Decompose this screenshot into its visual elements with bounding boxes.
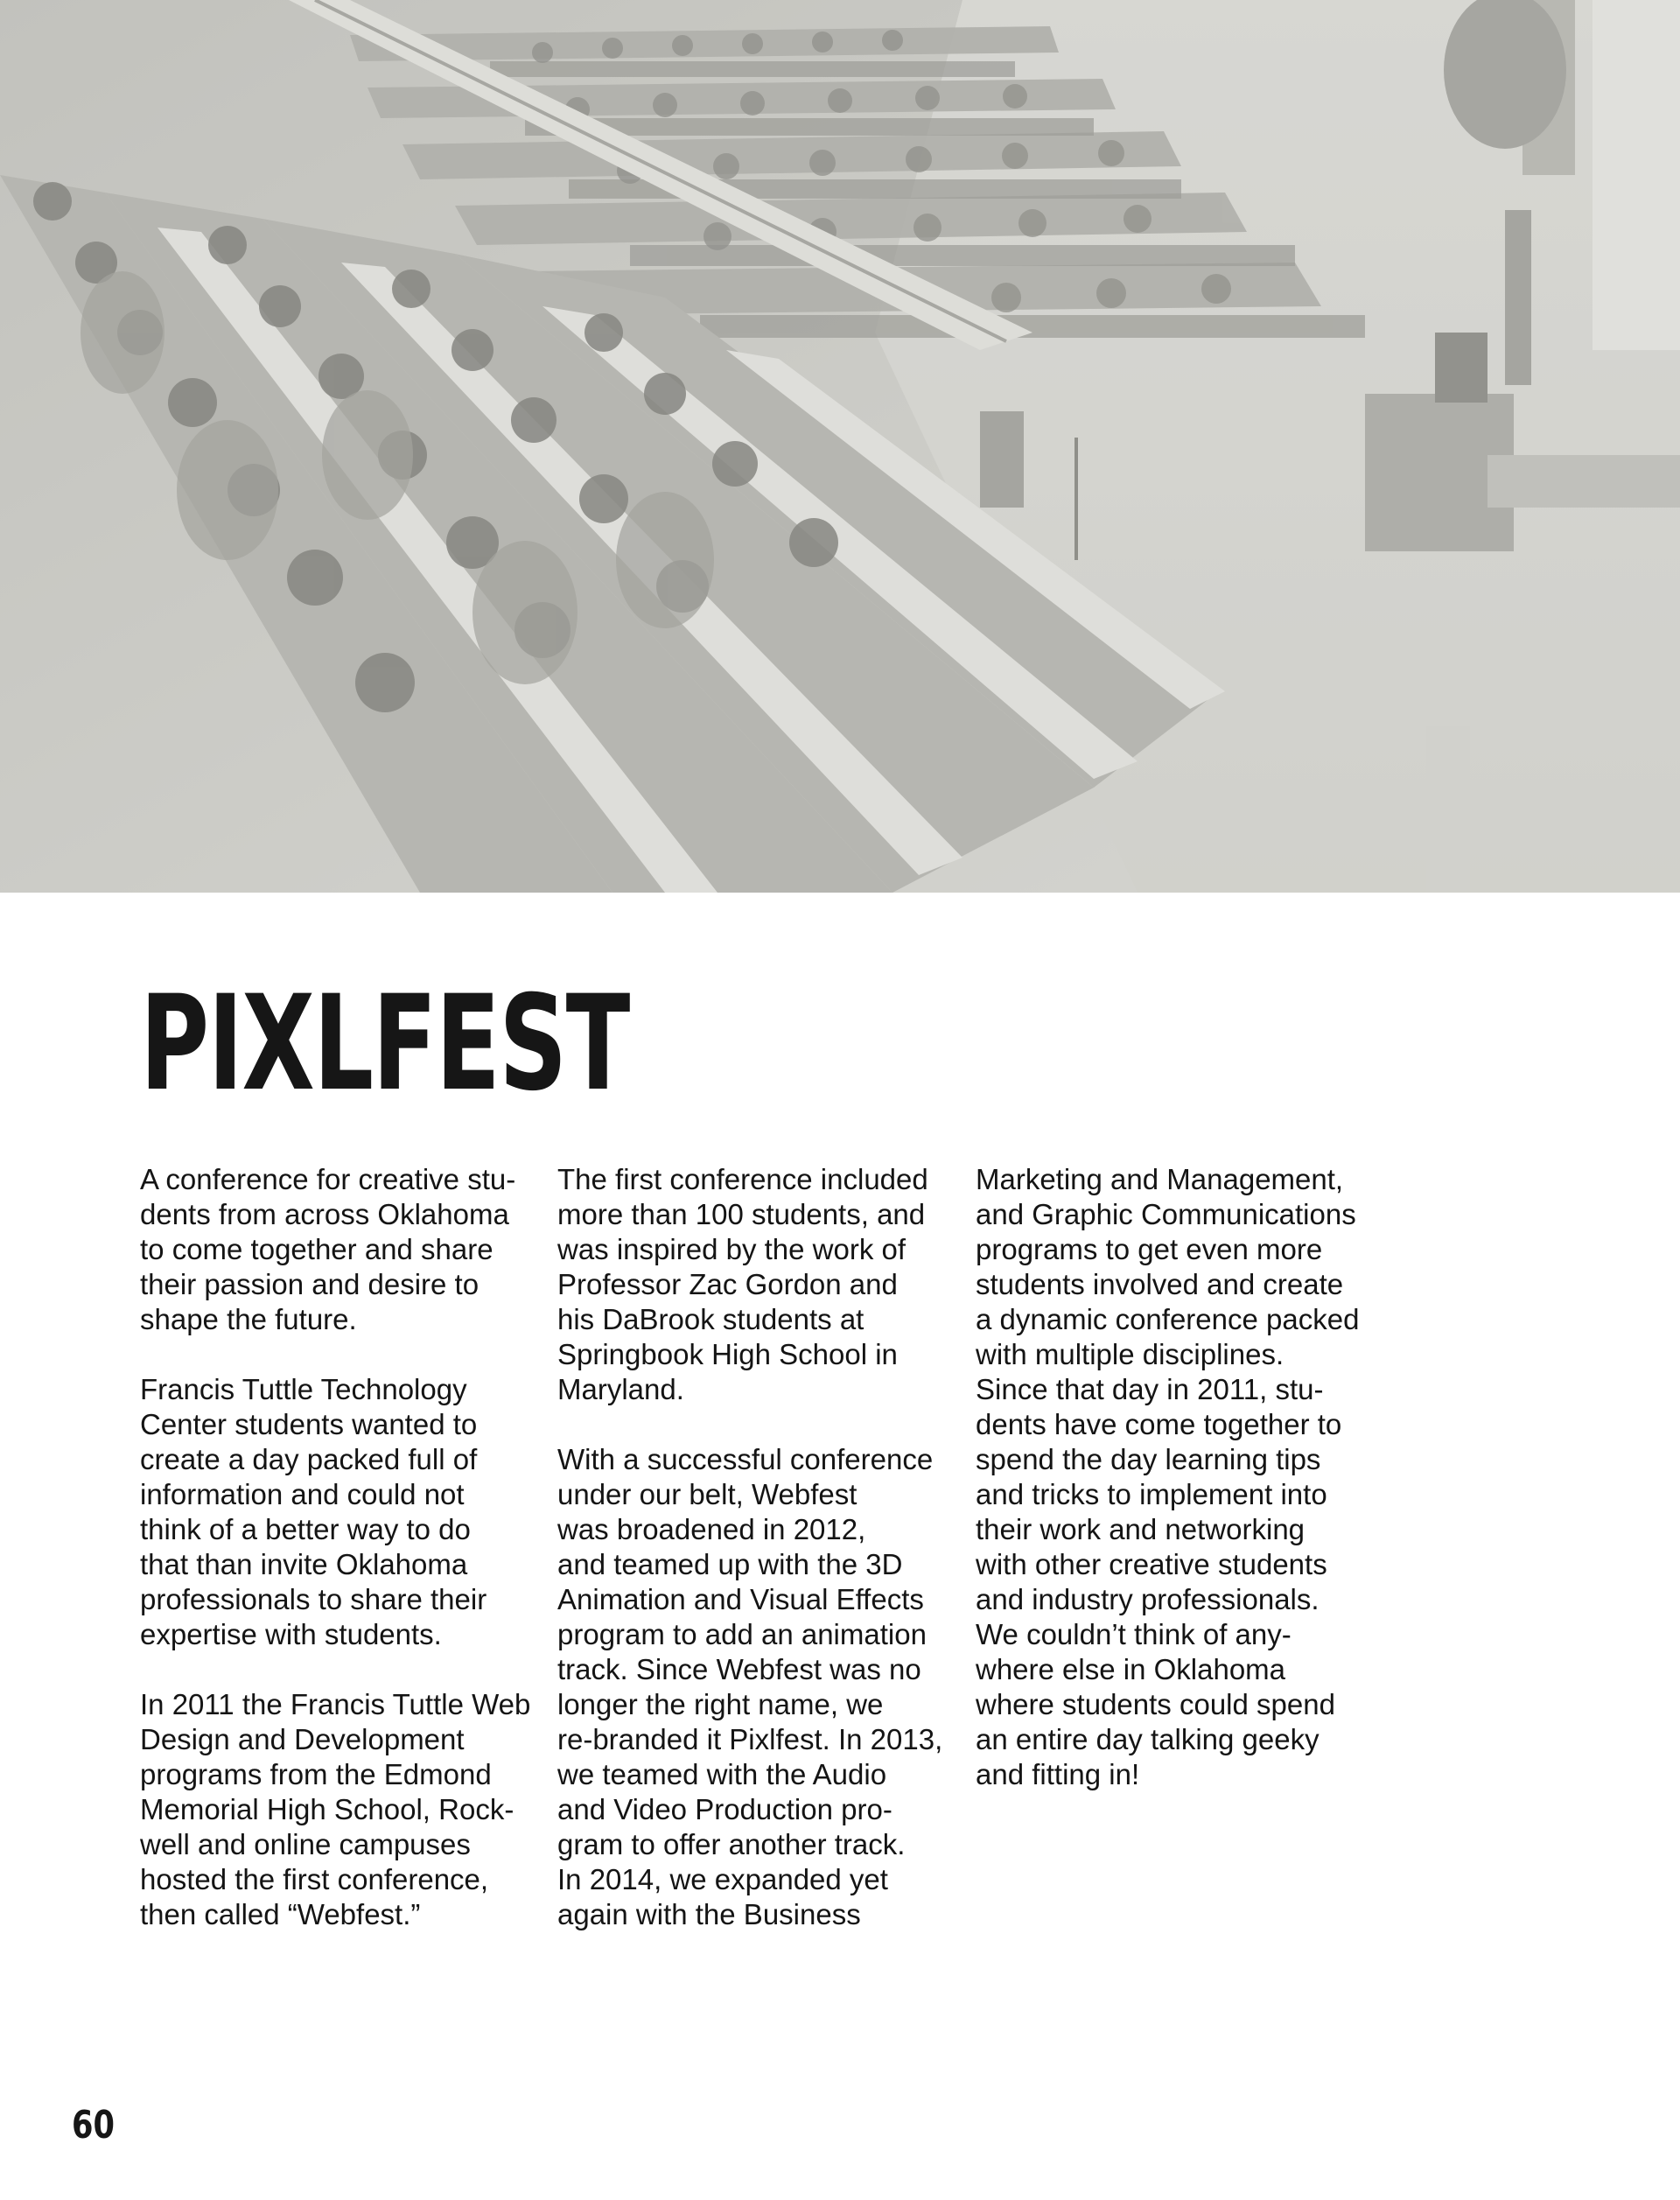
article-column-1 [140,1162,551,1967]
article-column-2 [557,1162,969,1967]
paragraph: With a successful conference under our belt, Webfest was broadened in 2012, and teamed up with the 3D Animation and Visual Effects program to add an animation track. Since Webfest was no longer the right name, we re-branded it Pixlfest. In 2013, we teamed with the Audio and Video Production pro- gram to offer another track. In 2014, we expanded yet again with the Business [557,1443,943,1930]
article-column-3 [976,1162,1387,1827]
paragraph: The first conference included more than 100 students, and was inspired by the work of Professor Zac Gordon and his DaBrook students at Springbook High School in Maryland. [557,1163,928,1405]
lecture-hall-illustration [0,0,1680,893]
article-body [140,1162,1382,1950]
paragraph: In 2011 the Francis Tuttle Web Design and Development programs from the Edmond Memorial High School, Rock- well and online campuses hosted the first conference, then called “Webfest.” [140,1688,531,1930]
paragraph: Marketing and Management, and Graphic Communications programs to get even more students involved and create a dynamic conference packed with multiple disciplines. Since that day in 2011, stu- dents have come together to spend the day learning tips and tricks to implement into their work and networking with other creative students and industry professionals. We couldn’t think of any- where else in Oklahoma where students could spend an entire day talking geeky and fitting in! [976,1163,1360,1790]
hero-photo-lecture-hall [0,0,1680,893]
article-title: PIXLFEST [140,968,629,1120]
paragraph: A conference for creative stu- dents from across Oklahoma to come together and share their passion and desire to shape the future. [140,1163,516,1335]
paragraph: Francis Tuttle Technology Center students wanted to create a day packed full of information and could not think of a better way to do that than invite Oklahoma professionals to share their expertise with students. [140,1373,487,1650]
page-number: 60 [72,2103,115,2147]
